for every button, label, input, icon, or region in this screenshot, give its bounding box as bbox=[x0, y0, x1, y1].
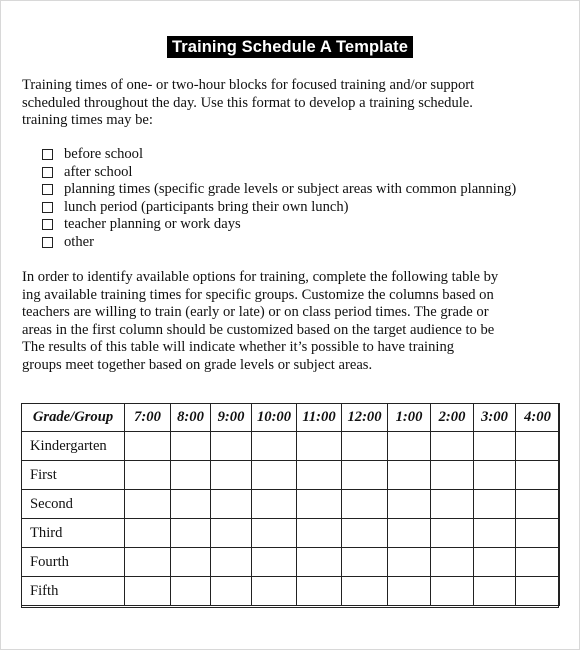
schedule-cell[interactable] bbox=[342, 432, 388, 461]
schedule-cell[interactable] bbox=[211, 432, 252, 461]
table-row bbox=[22, 577, 560, 606]
instructions-line: areas in the first column should be customized based on the target audience to be bbox=[22, 321, 495, 338]
checkbox-icon[interactable] bbox=[42, 184, 53, 195]
instructions-line: In order to identify available options for training, complete the following table by bbox=[22, 269, 499, 285]
schedule-cell[interactable] bbox=[388, 548, 431, 577]
schedule-cell[interactable] bbox=[297, 461, 342, 490]
list-item-label: planning times (specific grade levels or subject areas with common planning) bbox=[64, 181, 517, 197]
intro-line: Training times of one- or two-hour blocks for focused training and/or support bbox=[22, 77, 475, 93]
row-label: Fifth bbox=[22, 577, 125, 606]
schedule-cell[interactable] bbox=[297, 577, 342, 606]
training-times-list bbox=[42, 146, 516, 251]
schedule-cell[interactable] bbox=[171, 461, 211, 490]
checkbox-icon[interactable] bbox=[42, 202, 53, 213]
list-item bbox=[42, 181, 516, 199]
schedule-cell[interactable] bbox=[297, 519, 342, 548]
schedule-cell[interactable] bbox=[388, 461, 431, 490]
list-item bbox=[42, 234, 516, 252]
column-header-time: 7:00 bbox=[125, 404, 171, 432]
schedule-cell[interactable] bbox=[211, 548, 252, 577]
list-item-label: after school bbox=[64, 163, 133, 180]
list-item-label: teacher planning or work days bbox=[64, 216, 241, 232]
column-header-time: 11:00 bbox=[297, 404, 342, 432]
column-header-time: 3:00 bbox=[474, 404, 516, 432]
schedule-cell[interactable] bbox=[431, 548, 474, 577]
schedule-cell[interactable] bbox=[431, 461, 474, 490]
schedule-cell[interactable] bbox=[297, 490, 342, 519]
schedule-cell[interactable] bbox=[211, 577, 252, 606]
schedule-cell[interactable] bbox=[431, 432, 474, 461]
schedule-cell[interactable] bbox=[516, 577, 560, 606]
list-item bbox=[42, 216, 516, 234]
instructions-line: teachers are willing to train (early or late) or on class period times. The grade or bbox=[22, 304, 489, 320]
schedule-cell[interactable] bbox=[125, 577, 171, 606]
table-row bbox=[22, 519, 560, 548]
schedule-cell[interactable] bbox=[474, 548, 516, 577]
training-schedule-table bbox=[21, 403, 560, 606]
schedule-cell[interactable] bbox=[171, 519, 211, 548]
schedule-cell[interactable] bbox=[171, 548, 211, 577]
list-item-label: other bbox=[64, 233, 94, 250]
column-header-grade-group: Grade/Group bbox=[22, 404, 125, 432]
schedule-cell[interactable] bbox=[342, 461, 388, 490]
schedule-cell[interactable] bbox=[211, 461, 252, 490]
schedule-cell[interactable] bbox=[431, 519, 474, 548]
schedule-cell[interactable] bbox=[516, 548, 560, 577]
schedule-cell[interactable] bbox=[516, 490, 560, 519]
row-label: Third bbox=[22, 519, 125, 548]
schedule-cell[interactable] bbox=[252, 461, 297, 490]
schedule-cell[interactable] bbox=[388, 490, 431, 519]
schedule-cell[interactable] bbox=[252, 577, 297, 606]
schedule-cell[interactable] bbox=[252, 490, 297, 519]
column-header-time: 2:00 bbox=[431, 404, 474, 432]
list-item bbox=[42, 164, 516, 182]
schedule-cell[interactable] bbox=[125, 519, 171, 548]
schedule-cell[interactable] bbox=[297, 432, 342, 461]
checkbox-icon[interactable] bbox=[42, 219, 53, 230]
instructions-line: The results of this table will indicate whether it’s possible to have training bbox=[22, 339, 455, 355]
schedule-cell[interactable] bbox=[388, 519, 431, 548]
title-wrapper bbox=[0, 36, 580, 58]
instructions-line: groups meet together based on grade levels or subject areas. bbox=[22, 356, 373, 373]
table-row bbox=[22, 461, 560, 490]
schedule-cell[interactable] bbox=[516, 432, 560, 461]
intro-line: scheduled throughout the day. Use this format to develop a training schedule. bbox=[22, 94, 473, 111]
intro-line: training times may be: bbox=[22, 112, 153, 128]
schedule-cell[interactable] bbox=[252, 548, 297, 577]
schedule-cell[interactable] bbox=[125, 548, 171, 577]
schedule-cell[interactable] bbox=[297, 548, 342, 577]
checkbox-icon[interactable] bbox=[42, 149, 53, 160]
column-header-time: 9:00 bbox=[211, 404, 252, 432]
schedule-cell[interactable] bbox=[342, 490, 388, 519]
checkbox-icon[interactable] bbox=[42, 237, 53, 248]
schedule-cell[interactable] bbox=[252, 432, 297, 461]
checkbox-icon[interactable] bbox=[42, 167, 53, 178]
row-label: Kindergarten bbox=[22, 432, 125, 461]
schedule-cell[interactable] bbox=[431, 490, 474, 519]
schedule-cell[interactable] bbox=[342, 519, 388, 548]
schedule-cell[interactable] bbox=[171, 577, 211, 606]
schedule-cell[interactable] bbox=[474, 577, 516, 606]
schedule-cell[interactable] bbox=[171, 432, 211, 461]
schedule-cell[interactable] bbox=[125, 432, 171, 461]
column-header-time: 10:00 bbox=[252, 404, 297, 432]
row-label: Fourth bbox=[22, 548, 125, 577]
list-item-label: before school bbox=[64, 146, 144, 162]
table-row bbox=[22, 432, 560, 461]
table-row bbox=[22, 548, 560, 577]
schedule-cell[interactable] bbox=[516, 461, 560, 490]
schedule-cell[interactable] bbox=[388, 577, 431, 606]
schedule-cell[interactable] bbox=[252, 519, 297, 548]
table-body bbox=[22, 432, 560, 606]
list-item bbox=[42, 199, 516, 217]
row-label: First bbox=[22, 461, 125, 490]
page-title: Training Schedule A Template bbox=[167, 36, 413, 58]
row-label: Second bbox=[22, 490, 125, 519]
schedule-cell[interactable] bbox=[342, 548, 388, 577]
schedule-cell[interactable] bbox=[516, 519, 560, 548]
instructions-line: ing available training times for specific groups. Customize the columns based on bbox=[22, 286, 494, 303]
list-item-label: lunch period (participants bring their own lunch) bbox=[64, 198, 349, 215]
schedule-cell[interactable] bbox=[125, 490, 171, 519]
instructions-paragraph bbox=[22, 269, 562, 374]
table-row bbox=[22, 490, 560, 519]
intro-paragraph bbox=[22, 77, 562, 130]
schedule-cell[interactable] bbox=[342, 577, 388, 606]
schedule-cell[interactable] bbox=[388, 432, 431, 461]
column-header-time: 8:00 bbox=[171, 404, 211, 432]
column-header-time: 1:00 bbox=[388, 404, 431, 432]
table-header-row bbox=[22, 404, 560, 432]
schedule-cell[interactable] bbox=[211, 519, 252, 548]
schedule-cell[interactable] bbox=[474, 490, 516, 519]
list-item bbox=[42, 146, 516, 164]
schedule-cell[interactable] bbox=[125, 461, 171, 490]
schedule-cell[interactable] bbox=[474, 432, 516, 461]
schedule-cell[interactable] bbox=[431, 577, 474, 606]
column-header-time: 4:00 bbox=[516, 404, 560, 432]
schedule-cell[interactable] bbox=[211, 490, 252, 519]
schedule-cell[interactable] bbox=[171, 490, 211, 519]
column-header-time: 12:00 bbox=[342, 404, 388, 432]
schedule-cell[interactable] bbox=[474, 461, 516, 490]
schedule-cell[interactable] bbox=[474, 519, 516, 548]
